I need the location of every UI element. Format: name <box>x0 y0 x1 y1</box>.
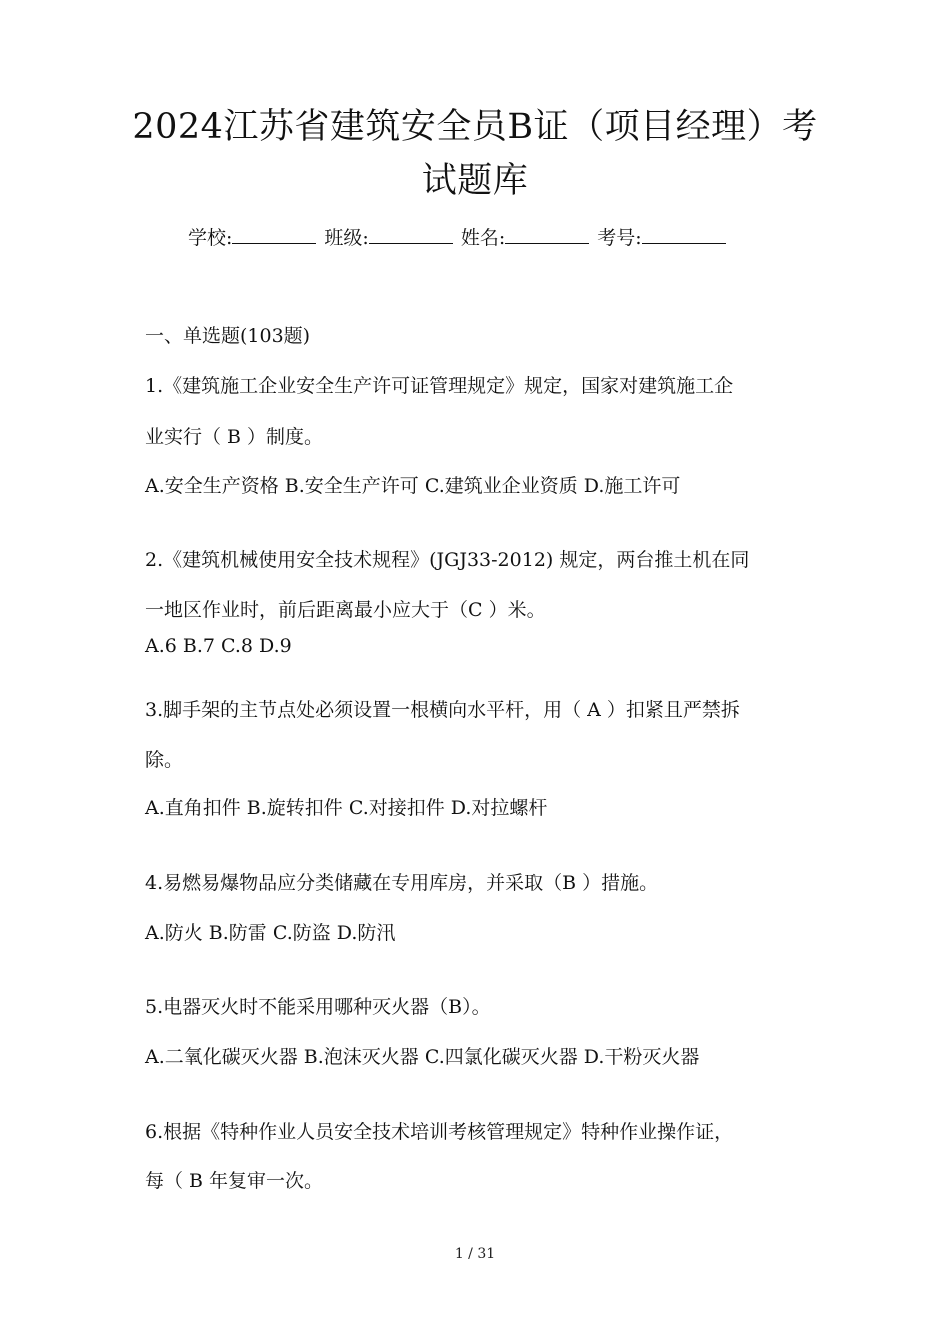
question-3-stem-line-2: 除。 <box>145 749 184 771</box>
name-label: 姓名: <box>460 227 506 249</box>
school-blank <box>232 225 316 244</box>
question-1-stem-line-1: 1.《建筑施工企业安全生产许可证管理规定》规定，国家对建筑施工企 <box>145 375 734 397</box>
question-1-stem-line-2: 业实行（ B ）制度。 <box>145 426 324 448</box>
exam-no-blank <box>642 225 726 244</box>
question-2-options: A.6 B.7 C.8 D.9 <box>145 635 292 657</box>
class-label: 班级: <box>324 227 369 249</box>
question-2-stem-line-1: 2.《建筑机械使用安全技术规程》(JGJ33-2012) 规定，两台推土机在同 <box>145 549 750 571</box>
school-label: 学校: <box>188 227 233 249</box>
question-6-stem-line-2: 每（ B 年复审一次。 <box>145 1170 324 1192</box>
exam-no-label: 考号: <box>597 227 642 249</box>
name-blank <box>505 225 589 244</box>
question-3-stem-line-1: 3.脚手架的主节点处必须设置一根横向水平杆，用（ A ）扣紧且严禁拆 <box>145 699 740 721</box>
title-line-1: 2024江苏省建筑安全员B证（项目经理）考 <box>132 107 818 147</box>
document-title <box>130 100 820 208</box>
page-number: 1 / 31 <box>454 1246 496 1262</box>
class-blank <box>369 225 453 244</box>
question-1-options: A.安全生产资格 B.安全生产许可 C.建筑业企业资质 D.施工许可 <box>145 475 681 497</box>
question-4-stem-line-1: 4.易燃易爆物品应分类储藏在专用库房，并采取（B ）措施。 <box>145 872 659 894</box>
question-5-options: A.二氧化碳灭火器 B.泡沫灭火器 C.四氯化碳灭火器 D.干粉灭火器 <box>145 1046 700 1068</box>
section-heading: 一、单选题(103题) <box>145 325 311 347</box>
question-2-stem-line-2: 一地区作业时，前后距离最小应大于（C ）米。 <box>145 599 546 621</box>
question-4-options: A.防火 B.防雷 C.防盗 D.防汛 <box>145 922 396 944</box>
student-info-row <box>188 224 734 252</box>
question-5-stem-line-1: 5.电器灭火时不能采用哪种灭火器（B）。 <box>145 996 491 1018</box>
question-3-options: A.直角扣件 B.旋转扣件 C.对接扣件 D.对拉螺杆 <box>145 797 548 819</box>
question-6-stem-line-1: 6.根据《特种作业人员安全技术培训考核管理规定》特种作业操作证， <box>145 1121 734 1143</box>
title-line-2: 试题库 <box>421 161 529 201</box>
